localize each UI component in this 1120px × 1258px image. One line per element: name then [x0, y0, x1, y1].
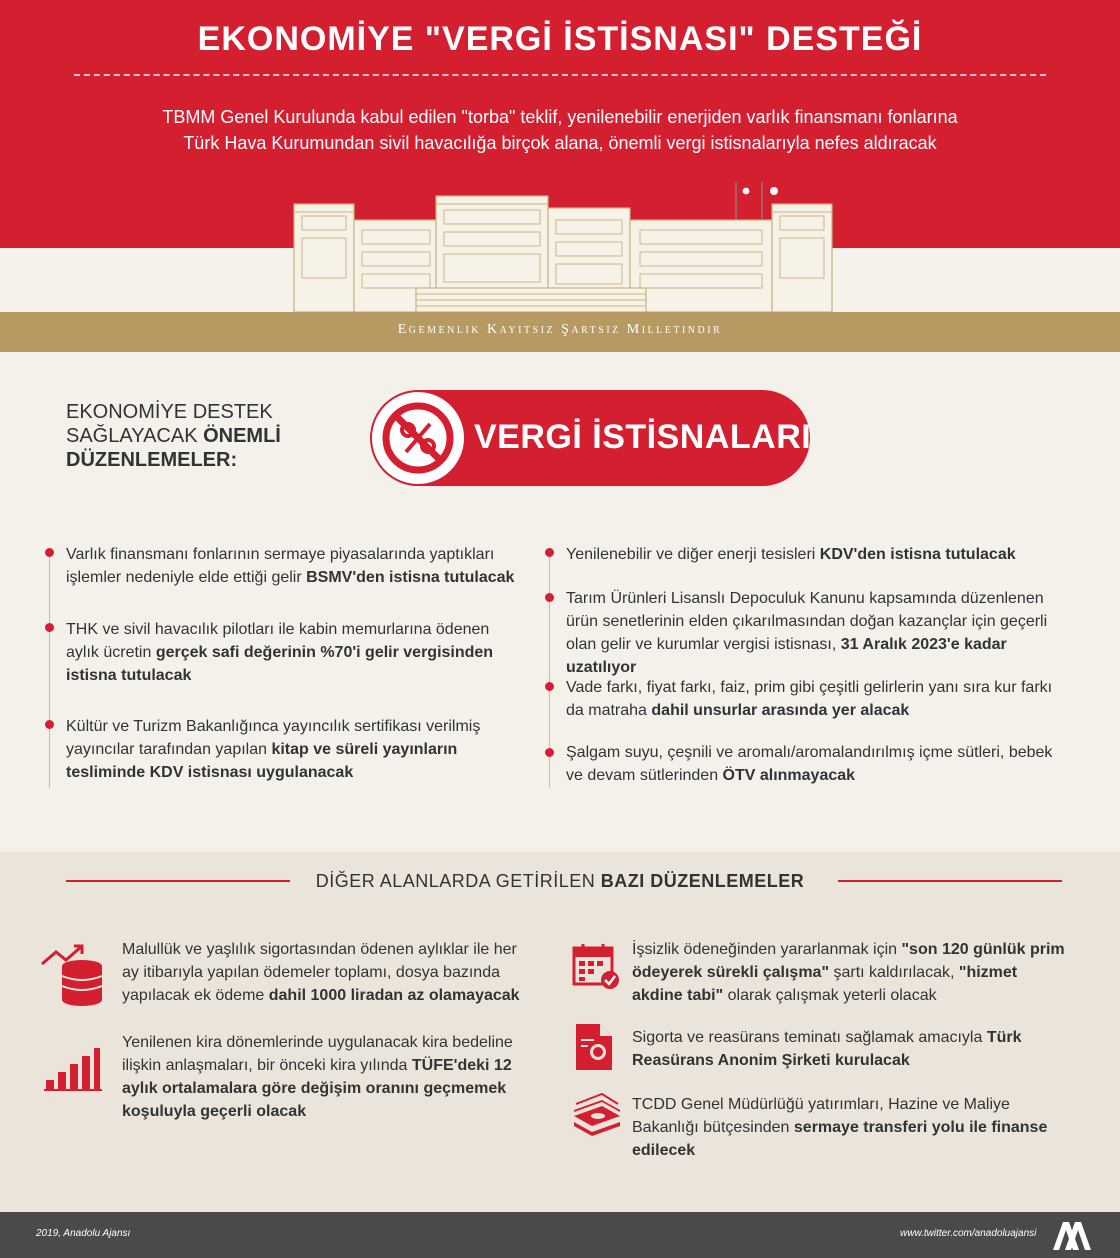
aa-logo-icon: [1050, 1218, 1092, 1252]
subtitle-line-2: Türk Hava Kurumundan sivil havacılığa birçok alana, önemli vergi istisnalarıyla nefes aldıracak: [183, 133, 937, 153]
other-item: TCDD Genel Müdürlüğü yatırımları, Hazine ve Maliye Bakanlığı bütçesinden sermaye transferi yolu ile finanse edilecek: [632, 1096, 1048, 1159]
list-item: Yenilenebilir ve diğer enerji tesisleri KDV'den istisna tutulacak: [566, 546, 1016, 563]
lead-line-3-bold: DÜZENLEMELER:: [66, 449, 238, 471]
lead-line-3: [66, 448, 326, 472]
section-rule-right: [838, 880, 1062, 882]
list-item: Kültür ve Turizm Bakanlığınca yayıncılık sertifikası verilmiş yayıncılar tarafından yapılan kitap ve süreli yayınların tesliminde KDV istisnası uygulanacak: [66, 718, 481, 781]
bullet-dot: [545, 748, 554, 757]
lead-line-2-plain: SAĞLAYACAK: [66, 425, 204, 447]
lead-heading: [66, 400, 326, 472]
other-item: Malullük ve yaşlılık sigortasından ödenen aylıklar ile her ay itibarıyla yapılan ödemeler toplamı, dosya bazında yapılacak ek ödeme dahil 1000 liradan az olamayacak: [122, 941, 520, 1004]
calendar-check-icon: [572, 942, 620, 990]
rising-coins-icon: [40, 942, 108, 1006]
title-divider: [74, 74, 1046, 76]
bullet-dot: [545, 682, 554, 691]
section-rule-left: [66, 880, 290, 882]
other-item: Sigorta ve reasürans teminatı sağlamak amacıyla Türk Reasürans Anonim Şirketi kurulacak: [632, 1029, 1022, 1069]
bullet-dot: [45, 548, 54, 557]
list-item: Tarım Ürünleri Lisanslı Depoculuk Kanunu kapsamında düzenlenen ürün senetlerinin elden çıkarılmasından doğan kazançlar için geçerli olan gelir ve kurumlar vergisi istisnası, 31 Aralık 2023'e kadar uzatılıyor: [566, 590, 1048, 676]
money-stack-icon: [572, 1092, 622, 1138]
other-item: İşsizlik ödeneğinden yararlanmak için "son 120 günlük prim ödeyerek sürekli çalışma" şartı kaldırılacak, "hizmet akdine tabi" olarak çalışmak yeterli olacak: [632, 941, 1065, 1004]
bar-chart-icon: [44, 1046, 102, 1092]
bullet-dot: [545, 548, 554, 557]
certificate-icon: [572, 1022, 616, 1072]
lead-line-2: [66, 424, 326, 448]
no-percent-icon: [372, 392, 464, 484]
other-regulations-title: DİĞER ALANLARDA GETİRİLEN BAZI DÜZENLEMELER: [315, 871, 805, 891]
page-title: EKONOMİYE "VERGİ İSTİSNASI" DESTEĞİ: [197, 20, 923, 58]
lead-line-2-bold: ÖNEMLİ: [203, 425, 281, 447]
list-item: Vade farkı, fiyat farkı, faiz, prim gibi çeşitli gelirlerin yanı sıra kur farkı da matraha dahil unsurlar arasında yer alacak: [566, 679, 1053, 719]
motto-text: Egemenlik Kayıtsız Şartsız Milletindir: [397, 322, 723, 337]
left-column-rule: [49, 552, 50, 788]
bullet-dot: [45, 720, 54, 729]
badge-label: VERGİ İSTİSNALARI: [474, 418, 812, 456]
parliament-building-illustration: [290, 176, 835, 314]
page-subtitle: [110, 104, 1010, 156]
lead-line-1: EKONOMİYE DESTEK: [66, 401, 273, 423]
list-item: THK ve sivil havacılık pilotları ile kabin memurlarına ödenen aylık ücretin gerçek safi değerinin %70'i gelir vergisinden istisna tutulacak: [66, 621, 494, 684]
bullet-dot: [545, 593, 554, 602]
list-item: Varlık finansmanı fonlarının sermaye piyasalarında yaptıkları işlemler nedeniyle elde ettiği gelir BSMV'den istisna tutulacak: [66, 546, 515, 586]
twitter-link[interactable]: www.twitter.com/anadoluajansi: [900, 1228, 1037, 1239]
bullet-dot: [45, 623, 54, 632]
list-item: Şalgam suyu, çeşnili ve aromalı/aromalandırılmış içme sütleri, bebek ve devam sütlerinden ÖTV alınmayacak: [566, 744, 1053, 784]
other-item: Yenilenen kira dönemlerinde uygulanacak kira bedeline ilişkin anlaşmaları, bir önceki kira yılında TÜFE'deki 12 aylık ortalamalara göre değişim oranını geçmemek koşuluyla geçerli olacak: [122, 1034, 513, 1120]
subtitle-line-1: TBMM Genel Kurulunda kabul edilen "torba" teklif, yenilenebilir enerjiden varlık finansmanı fonlarına: [162, 107, 958, 127]
copyright-text: 2019, Anadolu Ajansı: [36, 1228, 131, 1239]
